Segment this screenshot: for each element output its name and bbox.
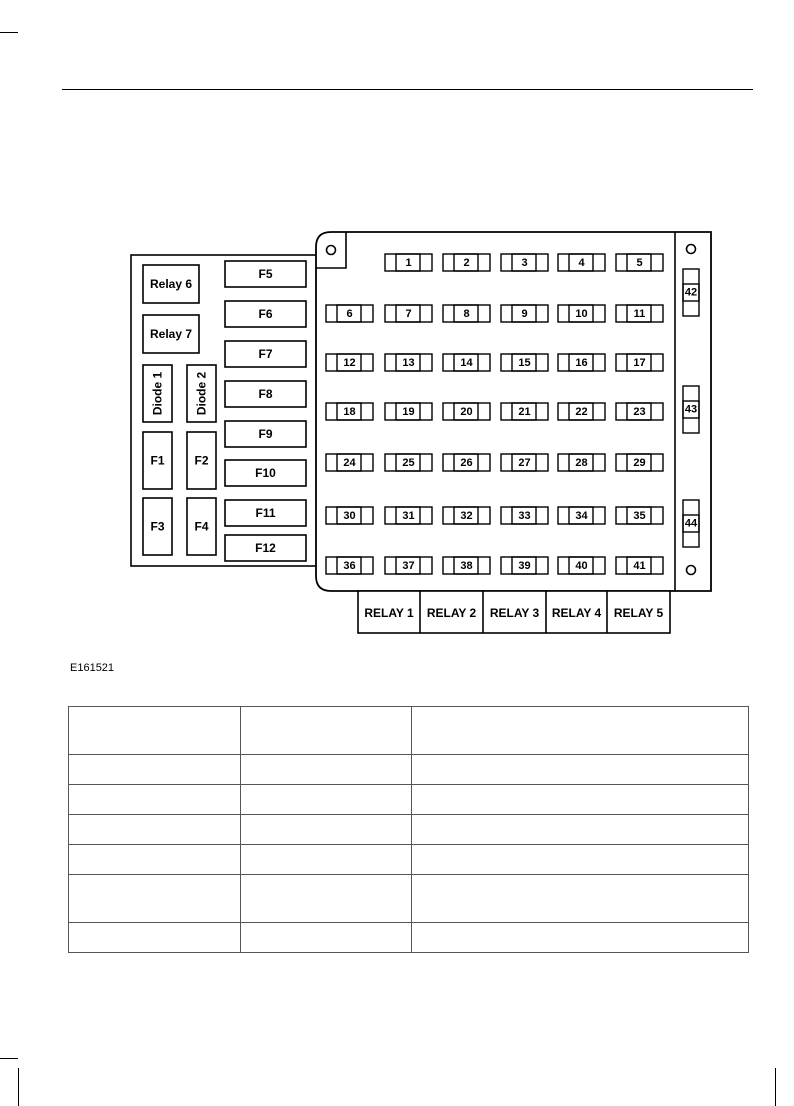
table-cell (241, 923, 412, 953)
mini-fuse (326, 403, 373, 420)
small-fuse-label: F2 (194, 453, 209, 468)
table-row (69, 785, 749, 815)
mini-fuse-label: 19 (402, 406, 415, 418)
mini-fuse (385, 454, 432, 471)
bottom-relay-label: RELAY 4 (551, 606, 602, 620)
bottom-relay-label: RELAY 1 (364, 606, 414, 620)
small-fuse-label: F1 (150, 453, 165, 468)
table-cell (241, 875, 412, 923)
table-row (69, 707, 749, 755)
bottom-relay-label: RELAY 5 (613, 606, 664, 620)
mini-fuse (558, 403, 605, 420)
mini-fuse-label: 13 (402, 357, 415, 369)
fuse-spec-table (68, 706, 749, 953)
mini-fuse-label: 3 (521, 257, 528, 269)
mini-fuse (385, 403, 432, 420)
table-cell (241, 845, 412, 875)
mini-fuse-label: 23 (633, 406, 646, 418)
mini-fuse (501, 254, 548, 271)
table-cell (412, 755, 749, 785)
small-fuse-label: F4 (194, 519, 209, 534)
mini-fuse-label: 34 (575, 510, 588, 522)
table-row (69, 845, 749, 875)
diode-label: Diode 2 (194, 371, 209, 416)
mini-fuse (558, 254, 605, 271)
mini-fuse-label: 8 (463, 308, 470, 320)
mini-fuse (558, 557, 605, 574)
mini-fuse (385, 354, 432, 371)
mini-fuse (616, 305, 663, 322)
table-cell (412, 875, 749, 923)
diode-label: Diode 1 (150, 371, 165, 416)
table-cell (412, 923, 749, 953)
mini-fuse-label: 7 (405, 308, 412, 320)
mini-fuse (501, 354, 548, 371)
crop-mark-bottom-left-v (18, 1068, 19, 1106)
mini-fuse-label: 10 (575, 308, 588, 320)
mini-fuse (501, 507, 548, 524)
mini-fuse (501, 557, 548, 574)
mini-fuse (326, 507, 373, 524)
crop-mark-bottom-left (0, 1058, 18, 1059)
mini-fuse-label: 21 (518, 406, 531, 418)
mini-fuse-label: 24 (343, 457, 356, 469)
mini-fuse-label: 40 (575, 560, 588, 572)
fuse-label: F9 (258, 427, 273, 441)
table-cell (412, 815, 749, 845)
mini-fuse (616, 403, 663, 420)
mini-fuse-label: 14 (460, 357, 473, 369)
mini-fuse-label: 11 (633, 308, 646, 320)
relay-label: Relay 7 (149, 327, 193, 341)
crop-mark-bottom-right-v (775, 1068, 776, 1106)
mini-fuse-label: 41 (633, 560, 646, 572)
fuse-label: F8 (258, 387, 273, 401)
image-id: E161521 (70, 662, 115, 674)
mini-fuse (616, 354, 663, 371)
mini-fuse (326, 354, 373, 371)
mini-fuse (443, 305, 490, 322)
mini-fuse (443, 507, 490, 524)
mini-fuse-label: 12 (343, 357, 356, 369)
fuse-label: F10 (255, 466, 276, 480)
mini-fuse-label: 36 (343, 560, 356, 572)
mini-fuse (385, 254, 432, 271)
mini-fuse (616, 557, 663, 574)
mini-fuse-label: 26 (460, 457, 473, 469)
mini-fuse (501, 403, 548, 420)
bottom-relay-label: RELAY 2 (426, 606, 477, 620)
mini-fuse (616, 507, 663, 524)
mini-fuse (385, 305, 432, 322)
fuse-label: F5 (258, 267, 273, 281)
mini-fuse-label: 22 (575, 406, 588, 418)
fuse-label: F12 (255, 541, 276, 555)
fuse-label: F7 (258, 347, 273, 361)
table-cell (69, 923, 241, 953)
mini-fuse-label: 16 (575, 357, 588, 369)
table-cell (241, 815, 412, 845)
mini-fuse-label: 15 (518, 357, 531, 369)
mini-fuse (385, 507, 432, 524)
mini-fuse-label: 31 (402, 510, 415, 522)
relay-label: Relay 6 (149, 277, 193, 291)
mini-fuse-label: 39 (518, 560, 531, 572)
mini-fuse-label: 9 (521, 308, 528, 320)
mini-fuse-label: 27 (518, 457, 531, 469)
table-cell (69, 815, 241, 845)
mini-fuse (385, 557, 432, 574)
mini-fuse (616, 254, 663, 271)
table-cell (69, 875, 241, 923)
mini-fuse (558, 305, 605, 322)
fuse-label: F6 (258, 307, 273, 321)
table-row (69, 755, 749, 785)
mini-fuse-label: 2 (463, 257, 470, 269)
table-cell (241, 707, 412, 755)
table-cell (412, 707, 749, 755)
table-row (69, 923, 749, 953)
mini-fuse-label: 28 (575, 457, 588, 469)
mount-hole (687, 245, 696, 254)
table-cell (69, 785, 241, 815)
side-fuse-label: 42 (684, 286, 698, 299)
mini-fuse (443, 354, 490, 371)
table-cell (412, 845, 749, 875)
table-cell (69, 845, 241, 875)
mini-fuse (558, 454, 605, 471)
table-cell (241, 785, 412, 815)
mini-fuse (443, 454, 490, 471)
mini-fuse (326, 305, 373, 322)
mini-fuse (501, 454, 548, 471)
mini-fuse-label: 37 (402, 560, 415, 572)
mini-fuse (616, 454, 663, 471)
side-fuse-label: 43 (684, 403, 698, 416)
mini-fuse-label: 1 (405, 257, 412, 269)
mini-fuse (326, 454, 373, 471)
mini-fuse (558, 354, 605, 371)
mini-fuse-label: 33 (518, 510, 531, 522)
side-fuse-label: 44 (684, 517, 698, 530)
mini-fuse (443, 254, 490, 271)
mini-fuse-label: 38 (460, 560, 473, 572)
table-cell (412, 785, 749, 815)
mini-fuse (326, 557, 373, 574)
fuse-label: F11 (255, 506, 276, 520)
small-fuse-label: F3 (150, 519, 165, 534)
mini-fuse (443, 403, 490, 420)
mini-fuse-label: 4 (578, 257, 585, 269)
mini-fuse-label: 29 (633, 457, 646, 469)
mini-fuse (443, 557, 490, 574)
mini-fuse-label: 6 (346, 308, 353, 320)
mini-fuse (501, 305, 548, 322)
mini-fuse-label: 20 (460, 406, 473, 418)
mini-fuse-label: 32 (460, 510, 473, 522)
table-cell (241, 755, 412, 785)
table-cell (69, 755, 241, 785)
table-row (69, 815, 749, 845)
mount-hole (327, 246, 336, 255)
mini-fuse-label: 18 (343, 406, 356, 418)
table-cell (69, 707, 241, 755)
bottom-relay-label: RELAY 3 (489, 606, 540, 620)
mini-fuse (558, 507, 605, 524)
mini-fuse-label: 17 (633, 357, 646, 369)
mount-hole (687, 566, 696, 575)
mini-fuse-label: 25 (402, 457, 415, 469)
table-row (69, 875, 749, 923)
mini-fuse-label: 30 (343, 510, 356, 522)
mini-fuse-label: 35 (633, 510, 646, 522)
mini-fuse-label: 5 (636, 257, 643, 269)
